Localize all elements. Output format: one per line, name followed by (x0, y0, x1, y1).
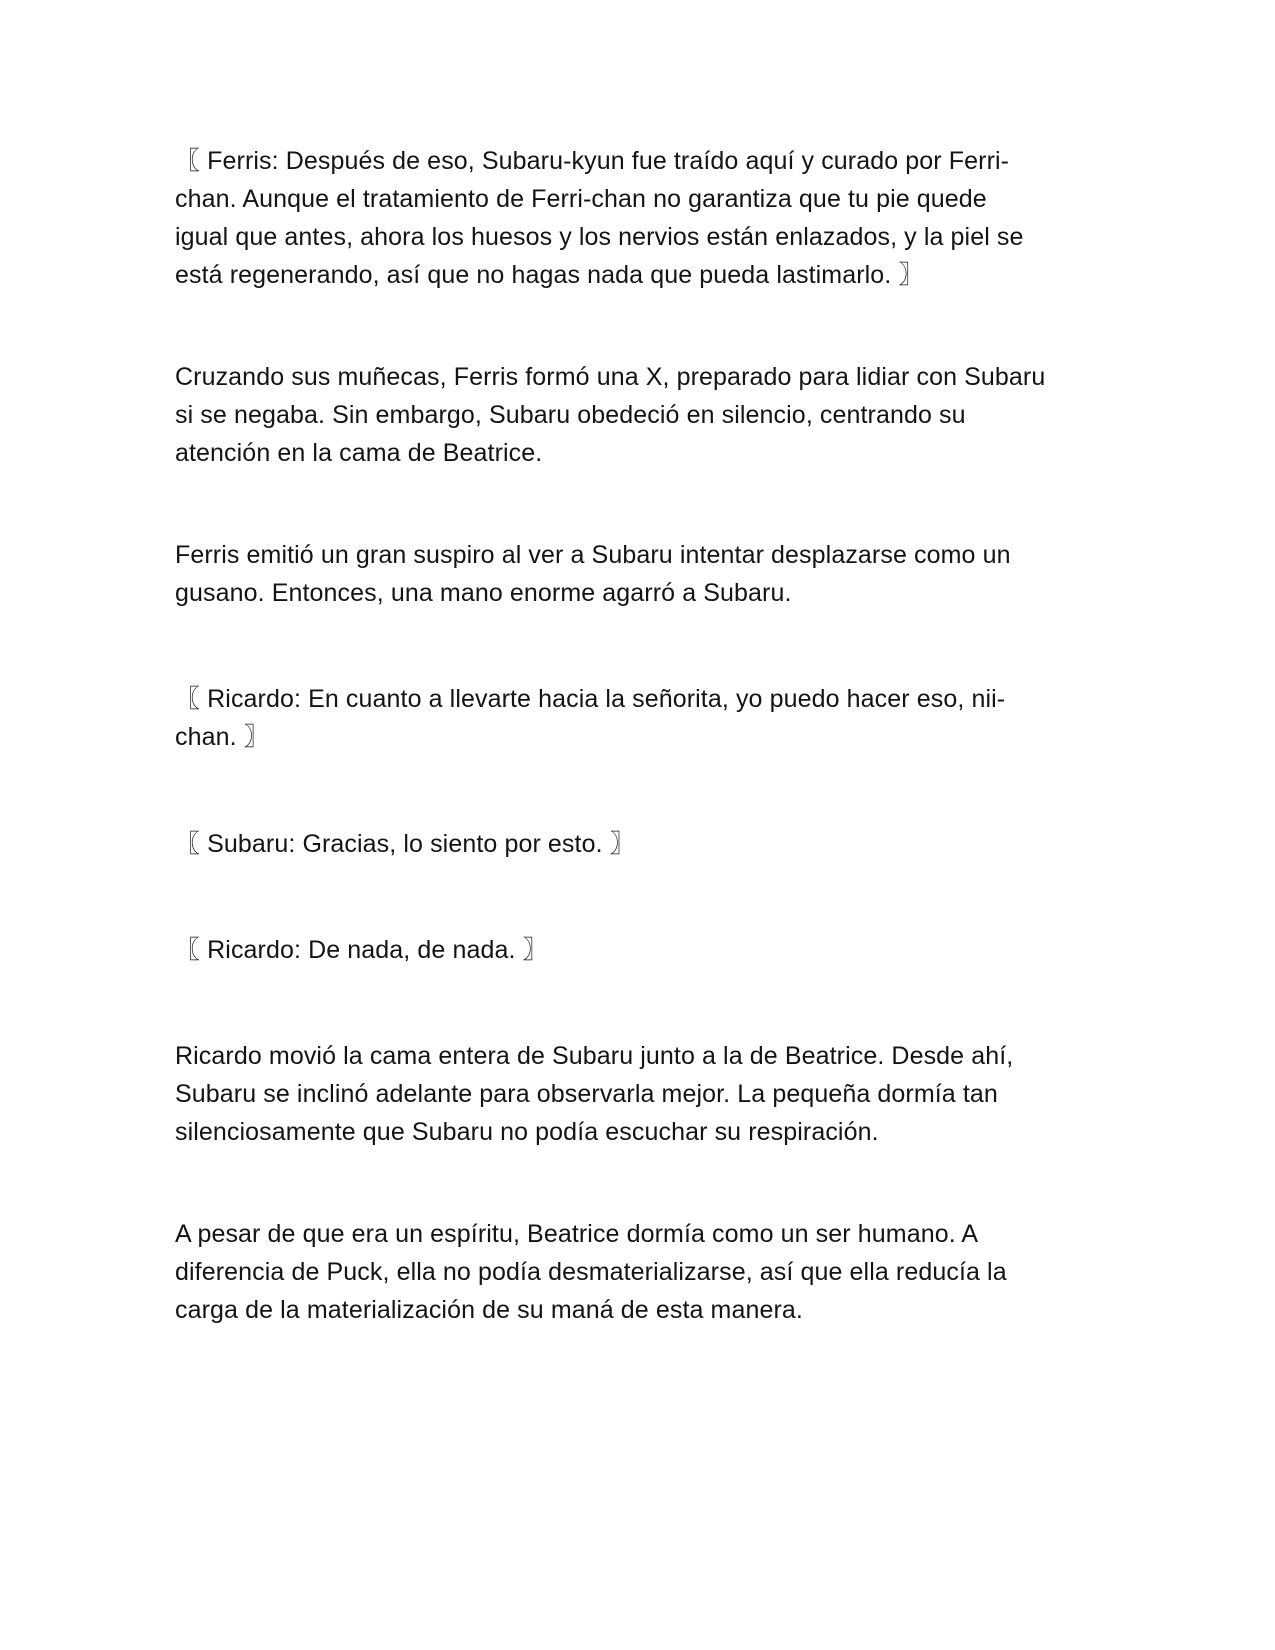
dialogue-ferris: 〖 Ferris: Después de eso, Subaru-kyun fue traído aquí y curado por Ferri- chan. Aunque el tratamiento de Ferri-chan no garantiza que tu pie quede igual que antes, ahora los huesos y los nervios están enlazados, y la piel se está regenerando, así que no hagas nada que pueda lastimarlo. 〗 (175, 147, 1024, 289)
narration-paragraph: Cruzando sus muñecas, Ferris formó una X, preparado para lidiar con Subaru si se negaba. Sin embargo, Subaru obedeció en silencio, centrando su atención en la cama de Beatrice. (175, 363, 1046, 467)
narration-paragraph: Ferris emitió un gran suspiro al ver a Subaru intentar desplazarse como un gusano. Entonces, una mano enorme agarró a Subaru. (175, 541, 1011, 607)
narration-paragraph: Ricardo movió la cama entera de Subaru junto a la de Beatrice. Desde ahí, Subaru se inclinó adelante para observarla mejor. La pequeña dormía tan silenciosamente que Subaru no podía escuchar su respiración. (175, 1042, 1014, 1146)
narration-paragraph: A pesar de que era un espíritu, Beatrice dormía como un ser humano. A diferencia de Puck, ella no podía desmaterializarse, así que ella reducía la carga de la materialización de su maná de esta manera. (175, 1220, 1007, 1324)
dialogue-ricardo: 〖 Ricardo: De nada, de nada. 〗 (175, 936, 548, 964)
dialogue-ricardo: 〖 Ricardo: En cuanto a llevarte hacia la señorita, yo puedo hacer eso, nii- chan. 〗 (175, 685, 1006, 751)
dialogue-subaru: 〖 Subaru: Gracias, lo siento por esto. 〗 (175, 830, 635, 858)
